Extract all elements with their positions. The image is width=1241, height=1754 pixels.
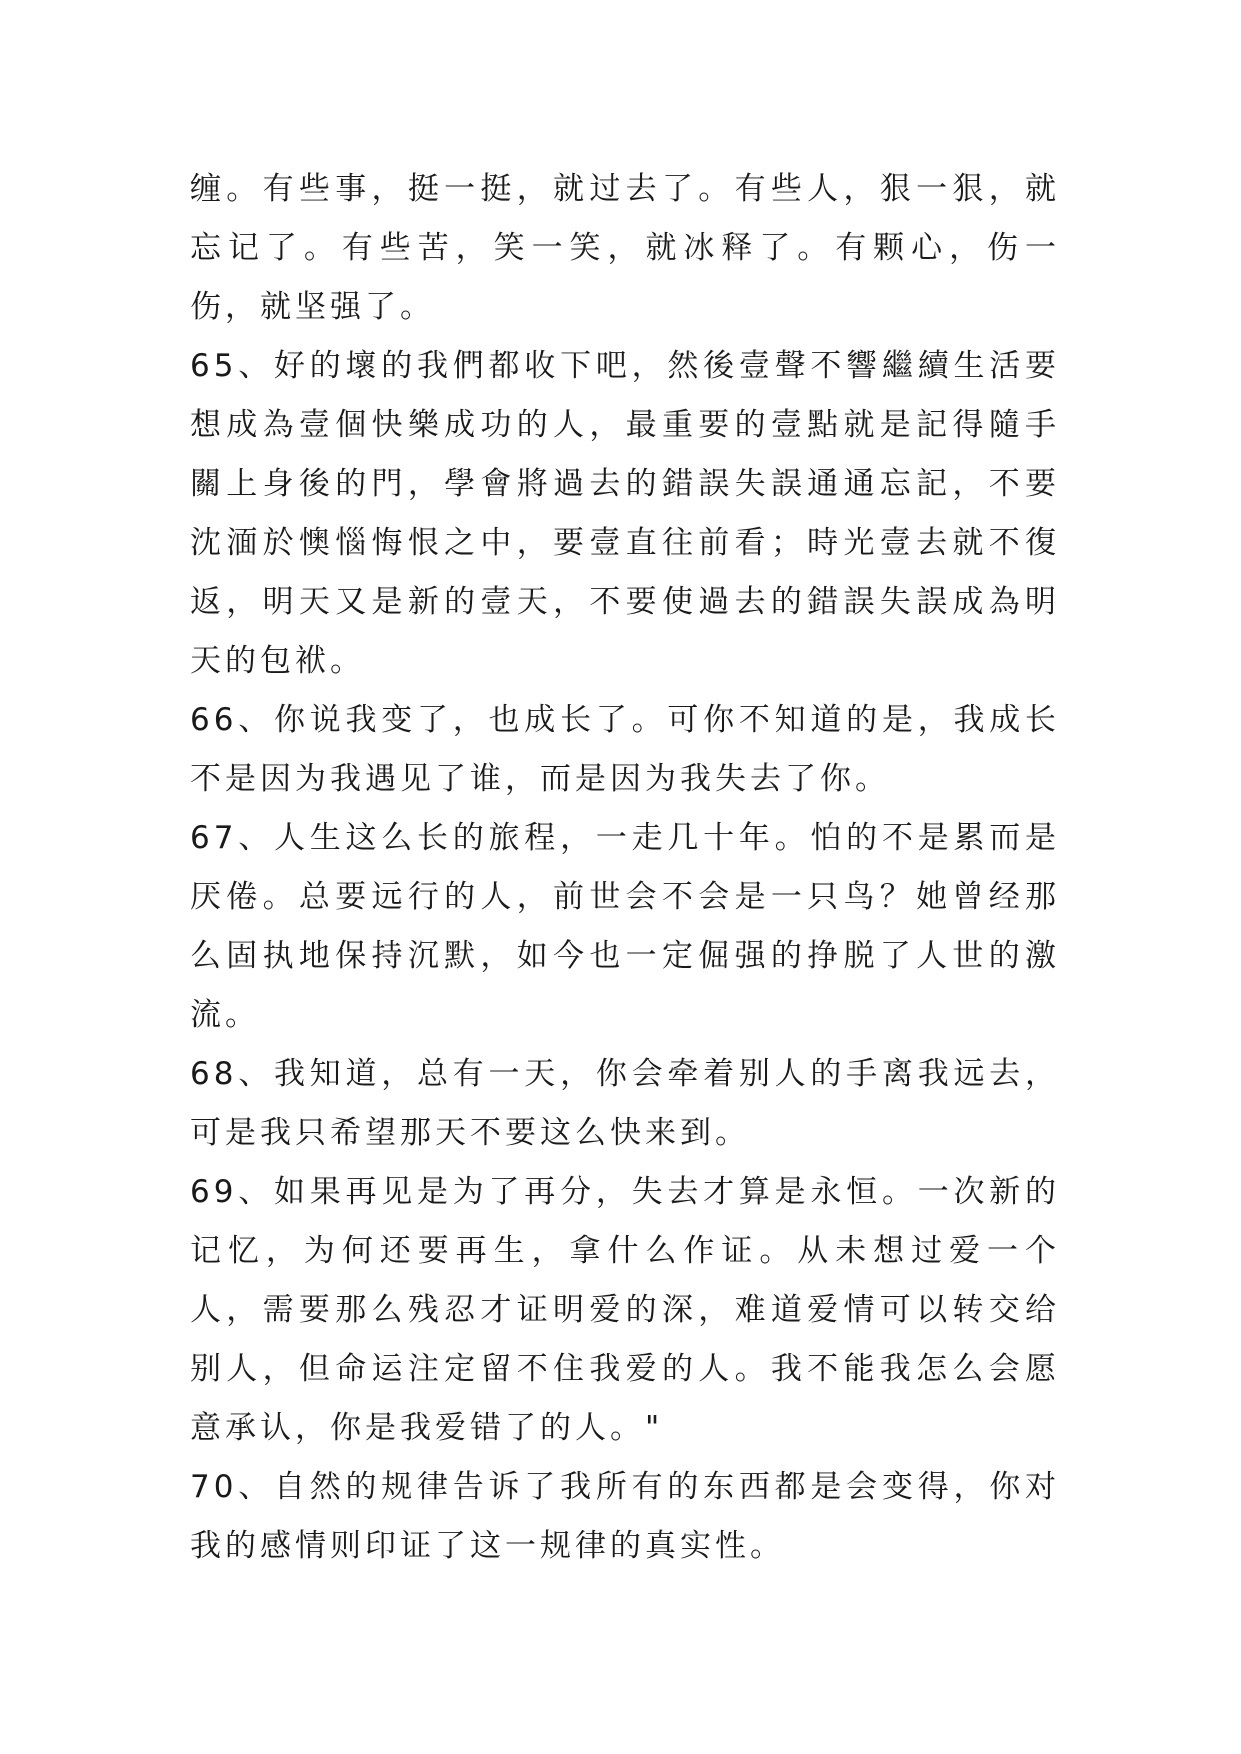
paragraph-65: 65、好的壞的我們都收下吧，然後壹聲不響繼續生活要想成為壹個快樂成功的人，最重要的壹點就是記得隨手關上身後的門，學會將過去的錯誤失誤通通忘記，不要沈湎於懊惱悔恨之中，要壹直往前看；時光壹去就不復返，明天又是新的壹天，不要使過去的錯誤失誤成為明天的包袱。 xyxy=(190,348,1060,679)
paragraph-67: 67、人生这么长的旅程，一走几十年。怕的不是累而是厌倦。总要远行的人，前世会不会是一只鸟？她曾经那么固执地保持沉默，如今也一定倔强的挣脱了人世的激流。 xyxy=(190,820,1060,1033)
paragraph-66: 66、你说我变了，也成长了。可你不知道的是，我成长不是因为我遇见了谁，而是因为我失去了你。 xyxy=(190,702,1060,797)
paragraph-70: 70、自然的规律告诉了我所有的东西都是会变得，你对我的感情则印证了这一规律的真实性。 xyxy=(190,1469,1060,1564)
document-body xyxy=(190,160,1060,1576)
paragraph-69: 69、如果再见是为了再分，失去才算是永恒。一次新的记忆，为何还要再生，拿什么作证。从未想过爱一个人，需要那么残忍才证明爱的深，难道爱情可以转交给别人，但命运注定留不住我爱的人。我不能我怎么会愿意承认，你是我爱错了的人。" xyxy=(190,1174,1060,1446)
paragraph-continuation: 缠。有些事，挺一挺，就过去了。有些人，狠一狠，就忘记了。有些苦，笑一笑，就冰释了。有颗心，伤一伤，就坚强了。 xyxy=(190,171,1060,325)
paragraph-68: 68、我知道，总有一天，你会牵着别人的手离我远去，可是我只希望那天不要这么快来到。 xyxy=(190,1056,1060,1151)
